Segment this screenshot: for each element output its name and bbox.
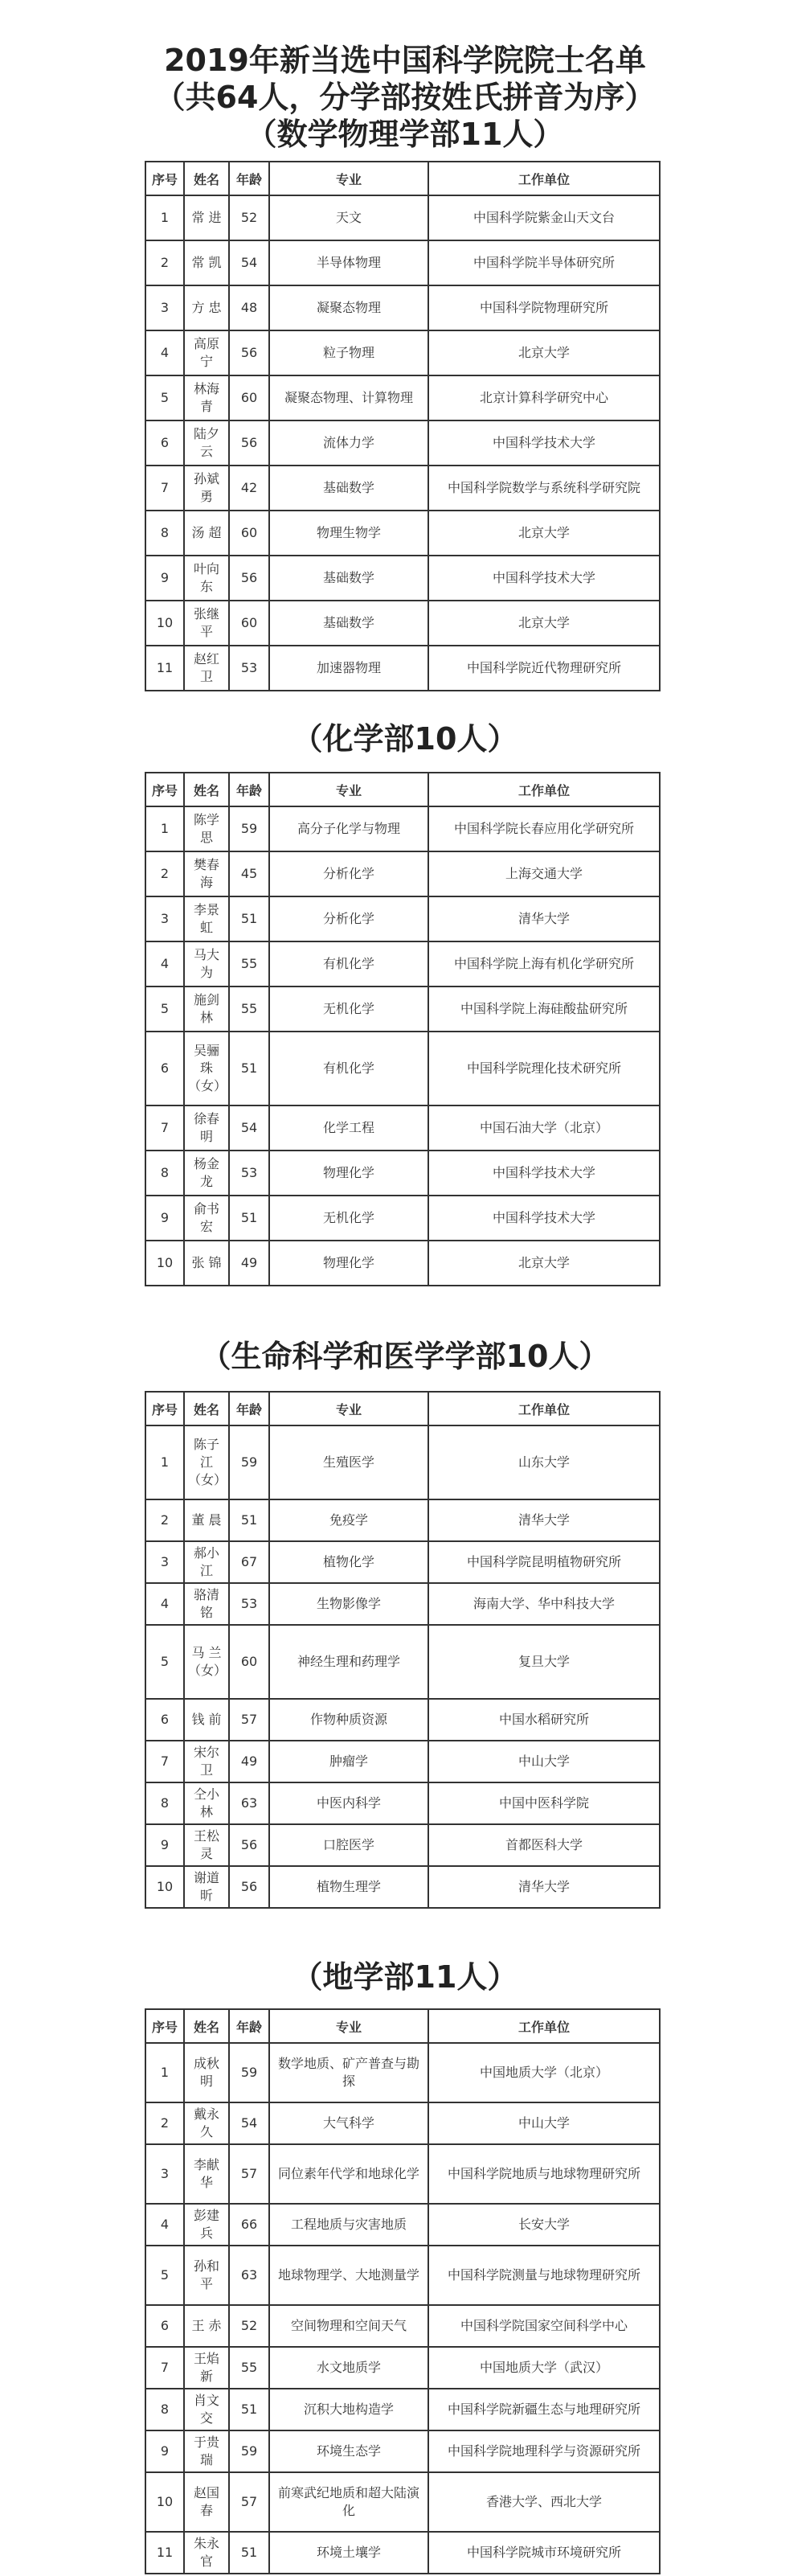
member-major: 流体力学 [269, 420, 428, 466]
table-row [145, 2472, 660, 2532]
table-row [145, 896, 660, 941]
header-major: 专业 [269, 773, 428, 806]
member-institution: 清华大学 [428, 1499, 660, 1541]
row-number: 7 [145, 1741, 184, 1782]
table-row [145, 987, 660, 1032]
table-row [145, 240, 660, 285]
table-row [145, 195, 660, 240]
member-institution: 中国科学院测量与地球物理研究所 [428, 2246, 660, 2305]
row-number: 6 [145, 1032, 184, 1105]
table-row [145, 285, 660, 330]
row-number: 11 [145, 2532, 184, 2574]
member-name: 董 晨 [184, 1499, 229, 1541]
table-row [145, 466, 660, 511]
member-institution: 清华大学 [428, 896, 660, 941]
member-name: 叶向东 [184, 556, 229, 601]
member-institution: 中国科学技术大学 [428, 556, 660, 601]
member-major: 免疫学 [269, 1499, 428, 1541]
member-age: 56 [229, 1866, 269, 1908]
table-row [145, 375, 660, 420]
member-age: 51 [229, 2389, 269, 2430]
table-row [145, 1824, 660, 1866]
member-institution: 中山大学 [428, 2102, 660, 2144]
member-age: 42 [229, 466, 269, 511]
header-unit: 工作单位 [428, 1392, 660, 1425]
section-heading-chemistry: （化学部10人） [292, 721, 518, 757]
member-age: 59 [229, 806, 269, 851]
row-number: 9 [145, 556, 184, 601]
member-age: 55 [229, 2347, 269, 2389]
row-number: 8 [145, 1782, 184, 1824]
header-unit: 工作单位 [428, 162, 660, 195]
member-age: 53 [229, 1151, 269, 1196]
section-heading-life-medical: （生命科学和医学学部10人） [200, 1339, 610, 1374]
member-major: 作物种质资源 [269, 1699, 428, 1741]
member-institution: 中国地质大学（武汉） [428, 2347, 660, 2389]
member-major: 大气科学 [269, 2102, 428, 2144]
member-age: 60 [229, 1625, 269, 1699]
table-row [145, 851, 660, 896]
member-institution: 中国科学院理化技术研究所 [428, 1032, 660, 1105]
member-major: 数学地质、矿产普查与勘探 [269, 2043, 428, 2102]
row-number: 11 [145, 646, 184, 691]
member-institution: 清华大学 [428, 1866, 660, 1908]
member-name: 李献华 [184, 2144, 229, 2204]
row-number: 6 [145, 420, 184, 466]
member-name: 于贵瑞 [184, 2430, 229, 2472]
member-name: 仝小林 [184, 1782, 229, 1824]
row-number: 2 [145, 2102, 184, 2144]
table-row [145, 2204, 660, 2246]
header-no: 序号 [145, 2009, 184, 2043]
member-institution: 中国科学院地质与地球物理研究所 [428, 2144, 660, 2204]
table-row [145, 2347, 660, 2389]
table-row [145, 2305, 660, 2347]
member-institution: 中国石油大学（北京） [428, 1105, 660, 1151]
member-name: 彭建兵 [184, 2204, 229, 2246]
member-name: 陈子江（女） [184, 1425, 229, 1499]
member-institution: 中国科学院昆明植物研究所 [428, 1541, 660, 1583]
table-header-row [145, 773, 660, 806]
row-number: 5 [145, 987, 184, 1032]
row-number: 1 [145, 1425, 184, 1499]
header-major: 专业 [269, 162, 428, 195]
member-institution: 长安大学 [428, 2204, 660, 2246]
member-institution: 首都医科大学 [428, 1824, 660, 1866]
member-age: 63 [229, 2246, 269, 2305]
member-name: 谢道昕 [184, 1866, 229, 1908]
member-major: 植物生理学 [269, 1866, 428, 1908]
member-institution: 北京计算科学研究中心 [428, 375, 660, 420]
section-heading-earth-sciences: （地学部11人） [292, 1959, 518, 1995]
table-row [145, 1541, 660, 1583]
member-name: 孙和平 [184, 2246, 229, 2305]
table-row [145, 420, 660, 466]
row-number: 10 [145, 601, 184, 646]
member-major: 空间物理和空间天气 [269, 2305, 428, 2347]
row-number: 7 [145, 2347, 184, 2389]
row-number: 5 [145, 2246, 184, 2305]
member-age: 57 [229, 1699, 269, 1741]
table-row [145, 1196, 660, 1241]
row-number: 2 [145, 1499, 184, 1541]
row-number: 8 [145, 1151, 184, 1196]
member-major: 基础数学 [269, 601, 428, 646]
row-number: 9 [145, 1824, 184, 1866]
table-row [145, 1425, 660, 1499]
member-name: 马 兰（女） [184, 1625, 229, 1699]
member-name: 吴骊珠（女） [184, 1032, 229, 1105]
header-unit: 工作单位 [428, 773, 660, 806]
member-name: 徐春明 [184, 1105, 229, 1151]
member-age: 63 [229, 1782, 269, 1824]
roster-table-chemistry [145, 772, 661, 1286]
member-major: 凝聚态物理、计算物理 [269, 375, 428, 420]
member-major: 生殖医学 [269, 1425, 428, 1499]
title-block [0, 42, 810, 153]
row-number: 3 [145, 285, 184, 330]
member-age: 53 [229, 1583, 269, 1625]
member-age: 56 [229, 556, 269, 601]
member-major: 天文 [269, 195, 428, 240]
header-age: 年龄 [229, 773, 269, 806]
page-title: 2019年新当选中国科学院院士名单 [164, 43, 646, 78]
member-major: 肿瘤学 [269, 1741, 428, 1782]
header-name: 姓名 [184, 162, 229, 195]
member-institution: 中国科学技术大学 [428, 1196, 660, 1241]
member-major: 加速器物理 [269, 646, 428, 691]
member-institution: 中国水稻研究所 [428, 1699, 660, 1741]
member-institution: 上海交通大学 [428, 851, 660, 896]
member-major: 分析化学 [269, 851, 428, 896]
member-age: 53 [229, 646, 269, 691]
member-name: 宋尔卫 [184, 1741, 229, 1782]
table-row [145, 1105, 660, 1151]
member-institution: 中国科学院城市环境研究所 [428, 2532, 660, 2574]
member-name: 赵国春 [184, 2472, 229, 2532]
member-institution: 复旦大学 [428, 1625, 660, 1699]
member-name: 方 忠 [184, 285, 229, 330]
header-name: 姓名 [184, 2009, 229, 2043]
page-subtitle: （共64人，分学部按姓氏拼音为序） [154, 80, 656, 115]
member-major: 神经生理和药理学 [269, 1625, 428, 1699]
row-number: 10 [145, 1866, 184, 1908]
table-row [145, 556, 660, 601]
member-major: 基础数学 [269, 466, 428, 511]
member-major: 半导体物理 [269, 240, 428, 285]
header-age: 年龄 [229, 1392, 269, 1425]
row-number: 1 [145, 806, 184, 851]
row-number: 5 [145, 375, 184, 420]
header-name: 姓名 [184, 1392, 229, 1425]
row-number: 4 [145, 330, 184, 375]
table-row [145, 1741, 660, 1782]
table-row [145, 1499, 660, 1541]
row-number: 4 [145, 2204, 184, 2246]
roster-table-math-physics [145, 161, 661, 691]
member-institution: 中国科学院物理研究所 [428, 285, 660, 330]
member-name: 骆清铭 [184, 1583, 229, 1625]
header-no: 序号 [145, 162, 184, 195]
member-major: 环境生态学 [269, 2430, 428, 2472]
row-number: 8 [145, 2389, 184, 2430]
member-name: 赵红卫 [184, 646, 229, 691]
member-age: 59 [229, 2043, 269, 2102]
member-name: 朱永官 [184, 2532, 229, 2574]
member-major: 工程地质与灾害地质 [269, 2204, 428, 2246]
member-age: 56 [229, 330, 269, 375]
member-major: 物理生物学 [269, 511, 428, 556]
header-major: 专业 [269, 1392, 428, 1425]
member-institution: 中国科学院新疆生态与地理研究所 [428, 2389, 660, 2430]
table-header-row [145, 1392, 660, 1425]
member-age: 49 [229, 1741, 269, 1782]
row-number: 3 [145, 2144, 184, 2204]
header-age: 年龄 [229, 162, 269, 195]
row-number: 10 [145, 2472, 184, 2532]
member-name: 钱 前 [184, 1699, 229, 1741]
table-row [145, 2102, 660, 2144]
member-name: 王焰新 [184, 2347, 229, 2389]
member-name: 林海青 [184, 375, 229, 420]
header-no: 序号 [145, 1392, 184, 1425]
member-major: 物理化学 [269, 1151, 428, 1196]
member-age: 56 [229, 420, 269, 466]
table-row [145, 2430, 660, 2472]
member-institution: 香港大学、西北大学 [428, 2472, 660, 2532]
member-major: 同位素年代学和地球化学 [269, 2144, 428, 2204]
member-major: 生物影像学 [269, 1583, 428, 1625]
member-name: 李景虹 [184, 896, 229, 941]
member-name: 马大为 [184, 941, 229, 987]
member-age: 60 [229, 511, 269, 556]
row-number: 7 [145, 466, 184, 511]
table-row [145, 646, 660, 691]
table-row [145, 1625, 660, 1699]
member-name: 王松灵 [184, 1824, 229, 1866]
member-major: 有机化学 [269, 1032, 428, 1105]
member-name: 杨金龙 [184, 1151, 229, 1196]
member-age: 66 [229, 2204, 269, 2246]
member-institution: 中国科学技术大学 [428, 420, 660, 466]
member-name: 张 锦 [184, 1241, 229, 1286]
row-number: 3 [145, 896, 184, 941]
member-age: 51 [229, 1032, 269, 1105]
table-row [145, 806, 660, 851]
member-institution: 中国科学技术大学 [428, 1151, 660, 1196]
table-row [145, 2043, 660, 2102]
member-major: 无机化学 [269, 987, 428, 1032]
member-name: 施剑林 [184, 987, 229, 1032]
member-name: 孙斌勇 [184, 466, 229, 511]
member-name: 常 进 [184, 195, 229, 240]
table-row [145, 1866, 660, 1908]
member-major: 粒子物理 [269, 330, 428, 375]
table-row [145, 330, 660, 375]
section-heading-math-physics: （数学物理学部11人） [246, 117, 564, 152]
member-age: 57 [229, 2472, 269, 2532]
member-institution: 中国中医科学院 [428, 1782, 660, 1824]
member-institution: 山东大学 [428, 1425, 660, 1499]
table-row [145, 1782, 660, 1824]
table-row [145, 2389, 660, 2430]
header-major: 专业 [269, 2009, 428, 2043]
member-name: 郝小江 [184, 1541, 229, 1583]
row-number: 1 [145, 2043, 184, 2102]
member-age: 55 [229, 987, 269, 1032]
member-age: 60 [229, 601, 269, 646]
table-row [145, 2246, 660, 2305]
member-age: 49 [229, 1241, 269, 1286]
member-major: 基础数学 [269, 556, 428, 601]
member-age: 57 [229, 2144, 269, 2204]
member-name: 张继平 [184, 601, 229, 646]
member-age: 51 [229, 896, 269, 941]
row-number: 4 [145, 1583, 184, 1625]
member-age: 56 [229, 1824, 269, 1866]
row-number: 3 [145, 1541, 184, 1583]
member-name: 成秋明 [184, 2043, 229, 2102]
row-number: 2 [145, 851, 184, 896]
row-number: 4 [145, 941, 184, 987]
member-institution: 中国科学院上海硅酸盐研究所 [428, 987, 660, 1032]
row-number: 9 [145, 2430, 184, 2472]
member-major: 水文地质学 [269, 2347, 428, 2389]
row-number: 9 [145, 1196, 184, 1241]
row-number: 7 [145, 1105, 184, 1151]
member-age: 55 [229, 941, 269, 987]
row-number: 8 [145, 511, 184, 556]
member-age: 52 [229, 2305, 269, 2347]
table-row [145, 2144, 660, 2204]
row-number: 1 [145, 195, 184, 240]
member-age: 51 [229, 1196, 269, 1241]
member-name: 樊春海 [184, 851, 229, 896]
member-age: 54 [229, 240, 269, 285]
table-row [145, 941, 660, 987]
member-name: 肖文交 [184, 2389, 229, 2430]
member-institution: 中国科学院国家空间科学中心 [428, 2305, 660, 2347]
member-age: 59 [229, 1425, 269, 1499]
member-name: 王 赤 [184, 2305, 229, 2347]
member-age: 51 [229, 1499, 269, 1541]
table-row [145, 1032, 660, 1105]
member-major: 物理化学 [269, 1241, 428, 1286]
member-major: 凝聚态物理 [269, 285, 428, 330]
member-institution: 北京大学 [428, 601, 660, 646]
member-major: 地球物理学、大地测量学 [269, 2246, 428, 2305]
member-institution: 中国地质大学（北京） [428, 2043, 660, 2102]
row-number: 5 [145, 1625, 184, 1699]
member-age: 52 [229, 195, 269, 240]
member-age: 45 [229, 851, 269, 896]
roster-table-earth-sciences [145, 2008, 661, 2574]
member-name: 高原宁 [184, 330, 229, 375]
member-age: 67 [229, 1541, 269, 1583]
member-major: 中医内科学 [269, 1782, 428, 1824]
member-major: 分析化学 [269, 896, 428, 941]
member-age: 54 [229, 2102, 269, 2144]
member-institution: 中山大学 [428, 1741, 660, 1782]
member-major: 无机化学 [269, 1196, 428, 1241]
member-major: 口腔医学 [269, 1824, 428, 1866]
table-header-row [145, 162, 660, 195]
member-major: 沉积大地构造学 [269, 2389, 428, 2430]
member-major: 化学工程 [269, 1105, 428, 1151]
row-number: 6 [145, 2305, 184, 2347]
table-row [145, 1699, 660, 1741]
member-age: 54 [229, 1105, 269, 1151]
member-name: 戴永久 [184, 2102, 229, 2144]
roster-table-life-medical [145, 1391, 661, 1909]
row-number: 2 [145, 240, 184, 285]
member-age: 48 [229, 285, 269, 330]
member-age: 60 [229, 375, 269, 420]
table-row [145, 1583, 660, 1625]
table-row [145, 1241, 660, 1286]
member-name: 陆夕云 [184, 420, 229, 466]
member-major: 前寒武纪地质和超大陆演化 [269, 2472, 428, 2532]
member-institution: 北京大学 [428, 1241, 660, 1286]
header-name: 姓名 [184, 773, 229, 806]
member-name: 俞书宏 [184, 1196, 229, 1241]
member-institution: 北京大学 [428, 511, 660, 556]
member-major: 有机化学 [269, 941, 428, 987]
row-number: 10 [145, 1241, 184, 1286]
member-institution: 中国科学院半导体研究所 [428, 240, 660, 285]
header-unit: 工作单位 [428, 2009, 660, 2043]
table-row [145, 511, 660, 556]
member-institution: 中国科学院数学与系统科学研究院 [428, 466, 660, 511]
member-institution: 中国科学院长春应用化学研究所 [428, 806, 660, 851]
table-header-row [145, 2009, 660, 2043]
table-row [145, 1151, 660, 1196]
member-institution: 中国科学院上海有机化学研究所 [428, 941, 660, 987]
header-no: 序号 [145, 773, 184, 806]
member-major: 高分子化学与物理 [269, 806, 428, 851]
member-institution: 中国科学院近代物理研究所 [428, 646, 660, 691]
member-name: 常 凯 [184, 240, 229, 285]
member-institution: 中国科学院地理科学与资源研究所 [428, 2430, 660, 2472]
header-age: 年龄 [229, 2009, 269, 2043]
member-institution: 中国科学院紫金山天文台 [428, 195, 660, 240]
member-age: 51 [229, 2532, 269, 2574]
member-name: 汤 超 [184, 511, 229, 556]
table-row [145, 601, 660, 646]
member-age: 59 [229, 2430, 269, 2472]
member-major: 环境土壤学 [269, 2532, 428, 2574]
member-name: 陈学思 [184, 806, 229, 851]
member-institution: 北京大学 [428, 330, 660, 375]
row-number: 6 [145, 1699, 184, 1741]
table-row [145, 2532, 660, 2574]
member-major: 植物化学 [269, 1541, 428, 1583]
member-institution: 海南大学、华中科技大学 [428, 1583, 660, 1625]
